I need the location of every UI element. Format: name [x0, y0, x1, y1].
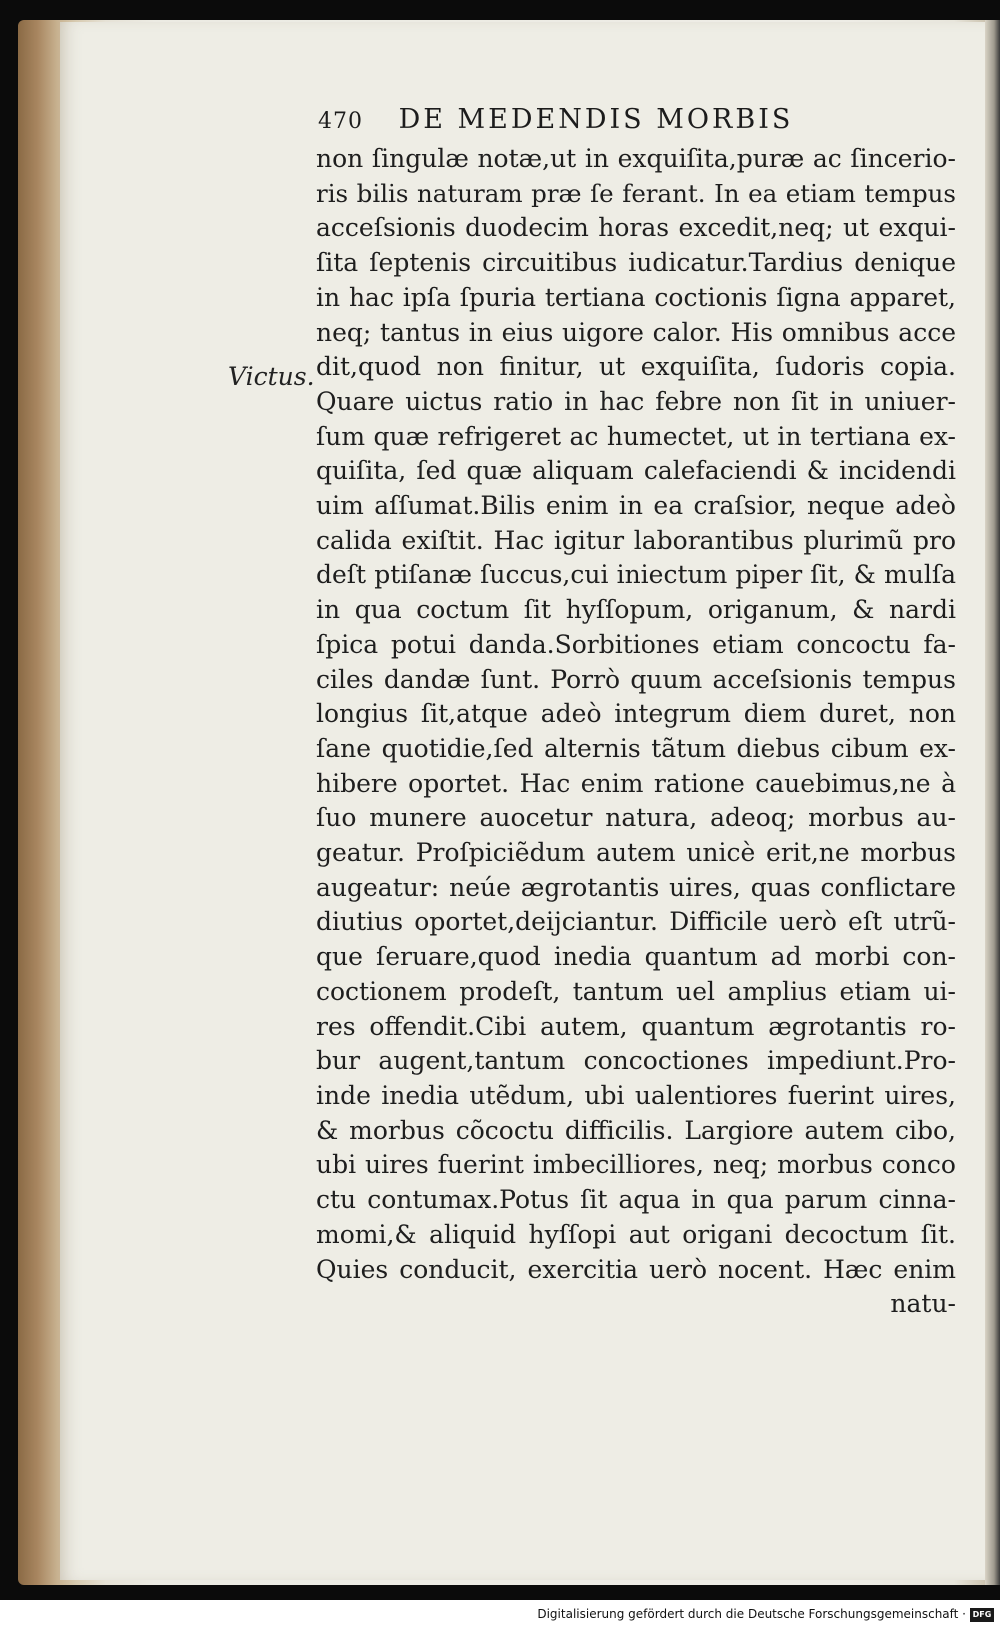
marginal-note: Victus. — [228, 362, 315, 391]
text-line: geatur. Proſpiciẽdum autem unicè erit,ne morbus — [316, 838, 956, 868]
text-line: calida exiſtit. Hac igitur laborantibus plurimũ pro — [316, 525, 956, 555]
footer-bar — [0, 1604, 1000, 1627]
catchword: natu- — [890, 1289, 956, 1319]
text-line: non ſingulæ notæ,ut in exquiſita,puræ ac ſincerio- — [316, 144, 956, 173]
text-line: momi,& aliquid hyſſopi aut origani decoctum ſit. — [316, 1219, 956, 1249]
text-line: ciles dandæ ſunt. Porrò quum acceſsionis tempus — [316, 664, 956, 694]
running-title: DE MEDENDIS MORBIS — [398, 104, 794, 135]
funding-credit: Digitalisierung gefördert durch die Deutsche Forschungsgemeinschaft · — [537, 1607, 966, 1621]
text-line: ſita ſeptenis circuitibus iudicatur.Tardius denique — [316, 248, 956, 278]
text-line: coctionem prodeſt, tantum uel amplius etiam ui- — [316, 976, 956, 1006]
text-line: Quies conducit, exercitia uerò nocent. Hæc enim — [316, 1254, 956, 1284]
text-line: in qua coctum ſit hyſſopum, origanum, & nardi — [316, 595, 956, 625]
text-line: ubi uires fuerint imbecilliores, neq; morbus conco — [316, 1150, 956, 1180]
text-line: quiſita, ſed quæ aliquam calefaciendi & incidendi — [316, 456, 956, 486]
dfg-logo: DFG — [970, 1608, 994, 1622]
text-line: inde inedia utẽdum, ubi ualentiores fuerint uires, — [316, 1080, 956, 1110]
text-line: longius ſit,atque adeò integrum diem duret, non — [316, 699, 956, 729]
text-line: ſuo munere auocetur natura, adeoq; morbus au- — [316, 803, 956, 833]
text-line: que ſeruare,quod inedia quantum ad morbi con- — [316, 942, 956, 972]
text-line: ſum quæ refrigeret ac humectet, ut in tertiana ex- — [316, 421, 956, 451]
text-line: augeatur: neúe ægrotantis uires, quas conflictare — [316, 872, 956, 902]
text-line: ſane quotidie,ſed alternis tãtum diebus cibum ex- — [316, 733, 956, 763]
text-line: in hac ipſa ſpuria tertiana coctionis ſigna apparet, — [316, 282, 956, 312]
text-line: Quare uictus ratio in hac febre non ſit in uniuer- — [316, 386, 956, 416]
text-line: ſpica potui danda.Sorbitiones etiam concoctu fa- — [316, 629, 956, 659]
text-line: acceſsionis duodecim horas excedit,neq; ut exqui- — [316, 213, 956, 243]
text-line: & morbus cõcoctu difficilis. Largiore autem cibo, — [316, 1115, 956, 1145]
text-line: uim aſſumat.Bilis enim in ea craſsior, neque adeò — [316, 491, 956, 521]
text-line: bur augent,tantum concoctiones impediunt.Pro- — [316, 1046, 956, 1076]
text-line: res offendit.Cibi autem, quantum ægrotantis ro- — [316, 1011, 956, 1041]
body-text — [316, 142, 956, 1322]
text-line: ctu contumax.Potus ſit aqua in qua parum cinna- — [316, 1185, 956, 1215]
text-line: neq; tantus in eius uigore calor. His omnibus acce — [316, 317, 956, 347]
text-line: ris bilis naturam præ ſe ferant. In ea etiam tempus — [316, 178, 956, 208]
text-line: deſt ptiſanæ ſuccus,cui iniectum piper ſit, & mulſa — [316, 560, 956, 590]
text-line: dit,quod non finitur, ut exquiſita, ſudoris copia. — [316, 352, 956, 382]
text-line: hibere oportet. Hac enim ratione cauebimus,ne à — [316, 768, 956, 798]
text-line: diutius oportet,deijciantur. Difficile uerò eſt utrũ- — [316, 907, 956, 937]
page-number: 470 — [318, 109, 363, 134]
page-gutter-strip — [985, 20, 1000, 1585]
running-header — [318, 104, 938, 135]
